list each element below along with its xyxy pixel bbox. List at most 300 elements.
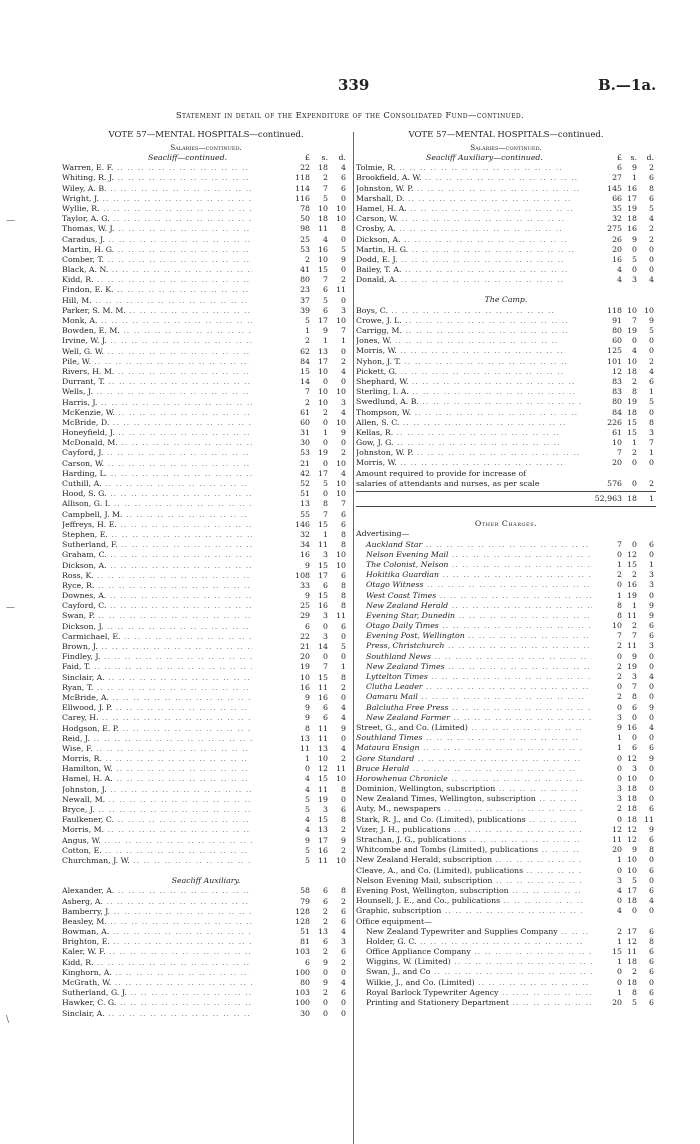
- entry-name: Bowden, E. M. .. ..: [62, 326, 252, 336]
- pence-value: 10: [336, 774, 346, 784]
- ledger-row: [356, 906, 656, 916]
- entry-name: McBride, A. .. ..: [62, 693, 252, 703]
- pence-value: 2: [341, 682, 346, 692]
- ledger-row: [62, 163, 350, 173]
- ledger-row: [62, 907, 350, 917]
- ledger-row: [62, 357, 350, 367]
- entry-name: Downes, A. .. ..: [62, 591, 252, 601]
- shillings-value: 10: [627, 356, 637, 366]
- entry-name: Cleave, A., and Co. (Limited), publications .. ..: [356, 866, 582, 876]
- entry-name: Kinghorn, A. .. ..: [62, 968, 252, 978]
- pence-value: 10: [336, 417, 346, 427]
- pounds-value: 2: [617, 641, 622, 651]
- shillings-value: 15: [318, 265, 328, 275]
- shillings-value: 11: [318, 224, 328, 234]
- shillings-value: 10: [318, 387, 328, 397]
- shillings-value: 3: [323, 631, 328, 641]
- shillings-value: 19: [318, 794, 328, 804]
- pounds-value: 4: [305, 815, 310, 825]
- pence-value: 0: [649, 763, 654, 773]
- ledger-row: [62, 662, 350, 672]
- ledger-row: [62, 367, 350, 377]
- entry-name: Morris, W. .. ..: [356, 458, 582, 468]
- ledger-row: [356, 204, 656, 214]
- shillings-value: 1: [632, 438, 637, 448]
- ledger-row: [356, 275, 656, 285]
- pence-value: 0: [341, 631, 346, 641]
- pounds-value: 1: [305, 326, 310, 336]
- ledger-row: [356, 428, 656, 438]
- pence-value: 6: [649, 998, 654, 1007]
- ledger-row: [62, 764, 350, 774]
- shillings-value: 9: [632, 234, 637, 244]
- pence-value: 6: [649, 173, 654, 183]
- entry-name: Carson, W. .. ..: [356, 214, 582, 224]
- pounds-value: 2: [617, 926, 622, 936]
- pence-value: 8: [341, 529, 346, 539]
- pence-value: 2: [649, 163, 654, 173]
- pence-value: 8: [341, 815, 346, 825]
- pounds-value: 9: [617, 722, 622, 732]
- pounds-value: 22: [300, 631, 310, 641]
- shillings-value: 7: [632, 315, 637, 325]
- shillings-value: 4: [323, 234, 328, 244]
- pence-value: 9: [341, 254, 346, 264]
- entry-name: New Zealand Times, Wellington, subscription .. ..: [356, 794, 582, 804]
- pence-value: 0: [341, 193, 346, 203]
- shillings-value: 5: [323, 295, 328, 305]
- ledger-row: [356, 723, 656, 733]
- pounds-value: 21: [300, 458, 310, 468]
- entry-name: Stephen, E. .. ..: [62, 530, 252, 540]
- entry-name: Dodd, E. J. .. ..: [356, 255, 582, 265]
- pence-value: 4: [649, 896, 654, 906]
- ledger-row: [62, 428, 350, 438]
- pounds-value: 145: [607, 183, 622, 193]
- pounds-value: 12: [612, 824, 622, 834]
- shillings-value: 15: [627, 427, 637, 437]
- pounds-value: 3: [617, 794, 622, 804]
- pounds-value: 58: [300, 886, 310, 896]
- entry-name: Beasley, M. .. ..: [62, 917, 252, 927]
- document-code: B.—1a.: [598, 76, 657, 94]
- shillings-value: 19: [627, 661, 637, 671]
- pounds-value: 60: [612, 336, 622, 346]
- entry-name: Parker, S. M. M. .. ..: [62, 306, 252, 316]
- right-section1-rows: [356, 163, 656, 285]
- page-header: [0, 76, 700, 96]
- pounds-value: 0: [617, 896, 622, 906]
- pence-value: 6: [649, 621, 654, 631]
- entry-name: Wells, J. .. ..: [62, 387, 252, 397]
- shillings-value: 10: [318, 397, 328, 407]
- pence-value: 8: [649, 417, 654, 427]
- pounds-value: 100: [295, 998, 310, 1008]
- pence-value: 6: [649, 193, 654, 203]
- pence-value: 8: [341, 886, 346, 896]
- pence-value: 2: [341, 957, 346, 967]
- entry-name: Ross, K. .. ..: [62, 571, 252, 581]
- pounds-value: 7: [305, 387, 310, 397]
- pounds-value: 0: [617, 773, 622, 783]
- shillings-value: 0: [323, 377, 328, 387]
- entry-name: Wyllie, R. .. ..: [62, 204, 252, 214]
- pounds-value: 118: [607, 305, 622, 315]
- shillings-value: 12: [627, 936, 637, 946]
- entry-name: Sterling, I. A. .. ..: [356, 387, 582, 397]
- pence-value: 4: [341, 407, 346, 417]
- ledger-row: [62, 825, 350, 835]
- shillings-value: 3: [632, 672, 637, 681]
- ledger-row: [62, 459, 350, 469]
- pence-value: 8: [341, 540, 346, 550]
- ledger-row: [356, 550, 656, 560]
- pounds-value: 20: [612, 244, 622, 254]
- pence-value: 10: [336, 479, 346, 488]
- pounds-value: 2: [617, 804, 622, 814]
- entry-name: Otago Daily Times .. ..: [356, 621, 592, 631]
- pence-value: 6: [341, 183, 346, 193]
- pounds-value: 83: [612, 376, 622, 386]
- pounds-value: 4: [617, 275, 622, 285]
- pence-value: 8: [341, 580, 346, 590]
- shillings-value: 10: [627, 773, 637, 783]
- pounds-value: 2: [305, 397, 310, 407]
- ledger-row: [62, 224, 350, 234]
- entry-name: Findley, J. .. ..: [62, 652, 252, 662]
- pence-value: 8: [341, 591, 346, 601]
- pounds-value: 80: [300, 275, 310, 285]
- ledger-row: [356, 458, 656, 468]
- shillings-value: 6: [323, 937, 328, 947]
- pounds-value: 0: [617, 702, 622, 712]
- ledger-row: [356, 998, 656, 1008]
- ledger-row: [62, 448, 350, 458]
- shillings-value: 18: [318, 214, 328, 224]
- ledger-row: [62, 734, 350, 744]
- entry-name: Printing and Stationery Department .. ..: [356, 998, 592, 1008]
- pence-value: 5: [649, 397, 654, 407]
- entry-name: Cotton, E. .. ..: [62, 846, 252, 856]
- pounds-value: 5: [305, 845, 310, 855]
- pounds-value: 14: [300, 377, 310, 387]
- ledger-row: [62, 713, 350, 723]
- pence-value: 6: [341, 621, 346, 631]
- entry-name: New Zealand Typewriter and Supplies Company .. ..: [356, 927, 592, 937]
- entry-name: Carmichael, E. .. ..: [62, 632, 252, 642]
- shillings-value: 8: [323, 499, 328, 509]
- ledger-row: [62, 652, 350, 662]
- shillings-value: 18: [627, 214, 637, 224]
- entry-name: Comber, T. .. ..: [62, 255, 252, 265]
- entry-name: Dickson, J. .. ..: [62, 622, 252, 632]
- pence-value: 6: [649, 376, 654, 386]
- pence-value: 2: [341, 356, 346, 366]
- pounds-value: 4: [617, 265, 622, 275]
- pence-value: 0: [649, 265, 654, 275]
- pounds-value: 0: [617, 977, 622, 987]
- pence-value: 0: [341, 265, 346, 275]
- pounds-value: 15: [612, 947, 622, 957]
- vote-title: VOTE 57—MENTAL HOSPITALS—continued.: [108, 130, 304, 140]
- shillings-value: 0: [323, 652, 328, 662]
- shillings-value: 17: [318, 570, 328, 580]
- shillings-value: 13: [318, 825, 328, 835]
- pence-value: 0: [341, 794, 346, 804]
- shillings-value: 5: [632, 875, 637, 885]
- entry-name: Thomas, W. J. .. ..: [62, 224, 252, 234]
- page-number: 339: [338, 76, 370, 94]
- shillings-value: 5: [632, 254, 637, 264]
- ledger-row: [356, 631, 656, 641]
- ledger-row: [356, 621, 656, 631]
- pence-value: 0: [341, 692, 346, 702]
- pence-value: 6: [649, 947, 654, 957]
- ledger-row: [356, 866, 656, 876]
- pounds-value: 61: [300, 407, 310, 417]
- pence-value: 10: [336, 214, 346, 224]
- pounds-value: 37: [300, 295, 310, 305]
- entry-name: Crowe, J. L. .. ..: [356, 316, 582, 326]
- pence-value: 9: [649, 600, 654, 610]
- pence-value: 10: [336, 855, 346, 865]
- entry-name: Mataura Ensign .. ..: [356, 743, 582, 753]
- pounds-value: 0: [305, 764, 310, 774]
- pence-value: 0: [649, 458, 654, 468]
- ledger-row: [356, 733, 656, 743]
- shillings-value: 0: [323, 621, 328, 631]
- pence-value: 11: [336, 285, 346, 295]
- pounds-value: 16: [612, 254, 622, 264]
- ledger-row: [62, 1009, 350, 1019]
- pence-value: 4: [341, 703, 346, 713]
- pence-heading: d.: [646, 153, 654, 162]
- pounds-value: 2: [617, 672, 622, 681]
- shillings-value: 6: [323, 896, 328, 906]
- pence-value: 8: [649, 845, 654, 855]
- ledger-row: [62, 408, 350, 418]
- pounds-value: 41: [300, 265, 310, 275]
- pounds-value: 81: [300, 937, 310, 947]
- ledger-row: [62, 347, 350, 357]
- shillings-value: 12: [318, 764, 328, 774]
- shillings-value: 7: [323, 509, 328, 519]
- shillings-value: 7: [632, 631, 637, 641]
- pounds-value: 128: [295, 916, 310, 926]
- left-column: [62, 128, 350, 1019]
- entry-name: Graphic, subscription .. ..: [356, 906, 582, 916]
- pounds-value: 9: [305, 713, 310, 723]
- ledger-row: [356, 591, 656, 601]
- shillings-value: 11: [318, 733, 328, 743]
- pence-value: 6: [649, 926, 654, 936]
- section-title: Seacliff Auxiliary—continued.: [426, 153, 543, 162]
- shillings-value: 16: [627, 722, 637, 732]
- left-section2-rows: [62, 886, 350, 1018]
- pounds-value: 51: [300, 927, 310, 937]
- shillings-value: 18: [627, 784, 637, 794]
- shillings-value: 7: [632, 682, 637, 692]
- pounds-value: 2: [305, 254, 310, 264]
- ledger-row: [62, 622, 350, 632]
- shillings-value: 0: [323, 489, 328, 499]
- pence-value: 3: [649, 641, 654, 651]
- pounds-value: 15: [300, 366, 310, 376]
- pounds-value: 0: [617, 763, 622, 773]
- ledger-row: [356, 988, 656, 998]
- shillings-value: 15: [318, 815, 328, 825]
- pounds-value: 1: [617, 957, 622, 967]
- ledger-row: [62, 703, 350, 713]
- pence-value: 9: [341, 835, 346, 845]
- shillings-value: 11: [627, 947, 637, 957]
- ledger-row: [356, 336, 656, 346]
- ledger-row: [356, 326, 656, 336]
- pence-value: 6: [341, 947, 346, 957]
- ledger-row: [356, 418, 656, 428]
- pounds-value: 4: [617, 885, 622, 895]
- shillings-value: 2: [323, 947, 328, 957]
- ledger-row: [62, 947, 350, 957]
- ledger-row: [62, 336, 350, 346]
- ledger-row: [356, 408, 656, 418]
- ledger-row: [62, 968, 350, 978]
- misc-charge-rows: [356, 723, 656, 917]
- entry-name: Sutherland, G. J. .. ..: [62, 988, 252, 998]
- ledger-row: [62, 856, 350, 866]
- pence-value: 0: [649, 773, 654, 783]
- pounds-value: 101: [607, 356, 622, 366]
- pounds-value: 52: [300, 479, 310, 488]
- entry-name: Brookfield, A. W. .. ..: [356, 173, 582, 183]
- ledger-row: [356, 255, 656, 265]
- pounds-value: 66: [612, 193, 622, 203]
- amount-line-2: salaries of attendants and nurses, as per scale 576 0 2: [356, 478, 654, 488]
- pence-value: 0: [649, 590, 654, 600]
- pence-value: 0: [649, 692, 654, 702]
- pounds-value: 6: [305, 621, 310, 631]
- entry-name: Thompson, W. .. ..: [356, 408, 582, 418]
- ledger-row: [62, 479, 350, 489]
- entry-name: Black, A. N. .. ..: [62, 265, 252, 275]
- shillings-value: 7: [323, 183, 328, 193]
- pounds-value: 20: [612, 458, 622, 468]
- pounds-heading: £: [305, 153, 310, 162]
- pence-value: 4: [341, 978, 346, 987]
- entry-name: Morris, R. .. ..: [62, 754, 252, 764]
- entry-name: McBride, D. .. ..: [62, 418, 252, 428]
- pounds-value: 62: [300, 346, 310, 356]
- shillings-value: 18: [627, 804, 637, 814]
- pounds-value: 100: [295, 967, 310, 977]
- pence-value: 0: [649, 254, 654, 264]
- entry-name: Royal Barlock Typewriter Agency .. ..: [356, 988, 592, 998]
- entry-name: Wright, J. .. ..: [62, 194, 252, 204]
- pounds-value: 32: [300, 529, 310, 539]
- entry-name: Swan, J., and Co .. ..: [356, 967, 592, 977]
- pence-value: 0: [649, 794, 654, 804]
- shillings-value: 6: [632, 702, 637, 712]
- shillings-value: 17: [627, 193, 637, 203]
- pence-value: 11: [336, 611, 346, 621]
- pence-value: 2: [341, 845, 346, 855]
- ledger-row: [62, 998, 350, 1008]
- shillings-value: 9: [632, 651, 637, 661]
- shillings-value: 1: [632, 600, 637, 610]
- pence-value: 0: [649, 906, 654, 916]
- pounds-value: 20: [612, 845, 622, 855]
- ledger-row: [62, 520, 350, 530]
- entry-name: Lyttelton Times .. ..: [356, 672, 592, 682]
- entry-name: The Colonist, Nelson .. ..: [356, 560, 592, 570]
- shillings-value: 15: [318, 519, 328, 529]
- pounds-value: 4: [305, 784, 310, 794]
- entry-name: Hodgson, E. P. .. ..: [62, 724, 252, 734]
- entry-name: Hamilton, W. .. ..: [62, 764, 252, 774]
- pounds-value: 10: [300, 672, 310, 682]
- pounds-value: 128: [295, 906, 310, 916]
- ledger-row: [62, 581, 350, 591]
- pounds-value: 2: [617, 692, 622, 702]
- shillings-value: 12: [627, 549, 637, 559]
- salaries-heading: Salaries—continued.: [170, 143, 242, 152]
- ledger-row: [62, 724, 350, 734]
- pounds-value: 118: [295, 173, 310, 183]
- pounds-value: 16: [300, 550, 310, 560]
- pounds-value: 12: [612, 366, 622, 376]
- pounds-value: 116: [295, 193, 310, 203]
- ledger-row: [62, 693, 350, 703]
- pounds-value: 1: [617, 559, 622, 569]
- shillings-value: 0: [632, 265, 637, 275]
- ledger-row: [356, 245, 656, 255]
- pounds-value: 11: [612, 835, 622, 844]
- ledger-row: [62, 774, 350, 784]
- pounds-value: 53: [300, 244, 310, 254]
- pounds-value: 0: [617, 865, 622, 875]
- shillings-value: 17: [318, 316, 328, 325]
- ledger-row: [62, 927, 350, 937]
- entry-name: Shephard, W. .. ..: [356, 377, 582, 387]
- pence-value: 9: [649, 610, 654, 620]
- pence-value: 2: [341, 825, 346, 835]
- pence-value: 0: [649, 855, 654, 865]
- shillings-value: 10: [627, 305, 637, 315]
- ledger-row: [62, 173, 350, 183]
- ledger-row: [356, 886, 656, 896]
- pounds-value: 0: [617, 682, 622, 692]
- shillings-value: 2: [632, 967, 637, 977]
- pounds-value: 80: [612, 326, 622, 335]
- shillings-value: 2: [323, 173, 328, 183]
- shillings-value: 17: [318, 356, 328, 366]
- pence-value: 7: [341, 499, 346, 509]
- ledger-row: [356, 387, 656, 397]
- ledger-row: [62, 377, 350, 387]
- ledger-row: [356, 703, 656, 713]
- pence-value: 8: [649, 936, 654, 946]
- pounds-value: 6: [617, 163, 622, 173]
- shillings-value: 6: [323, 703, 328, 713]
- pounds-value: 50: [300, 214, 310, 224]
- pence-value: 0: [341, 967, 346, 977]
- shillings-value: 9: [323, 978, 328, 987]
- entry-name: Carson, W. .. ..: [62, 459, 252, 469]
- ledger-row: [62, 438, 350, 448]
- pounds-value: 7: [617, 539, 622, 549]
- entry-name: Wiggins, W. (Limited) .. ..: [356, 957, 592, 967]
- entry-name: Newall, M. .. ..: [62, 795, 252, 805]
